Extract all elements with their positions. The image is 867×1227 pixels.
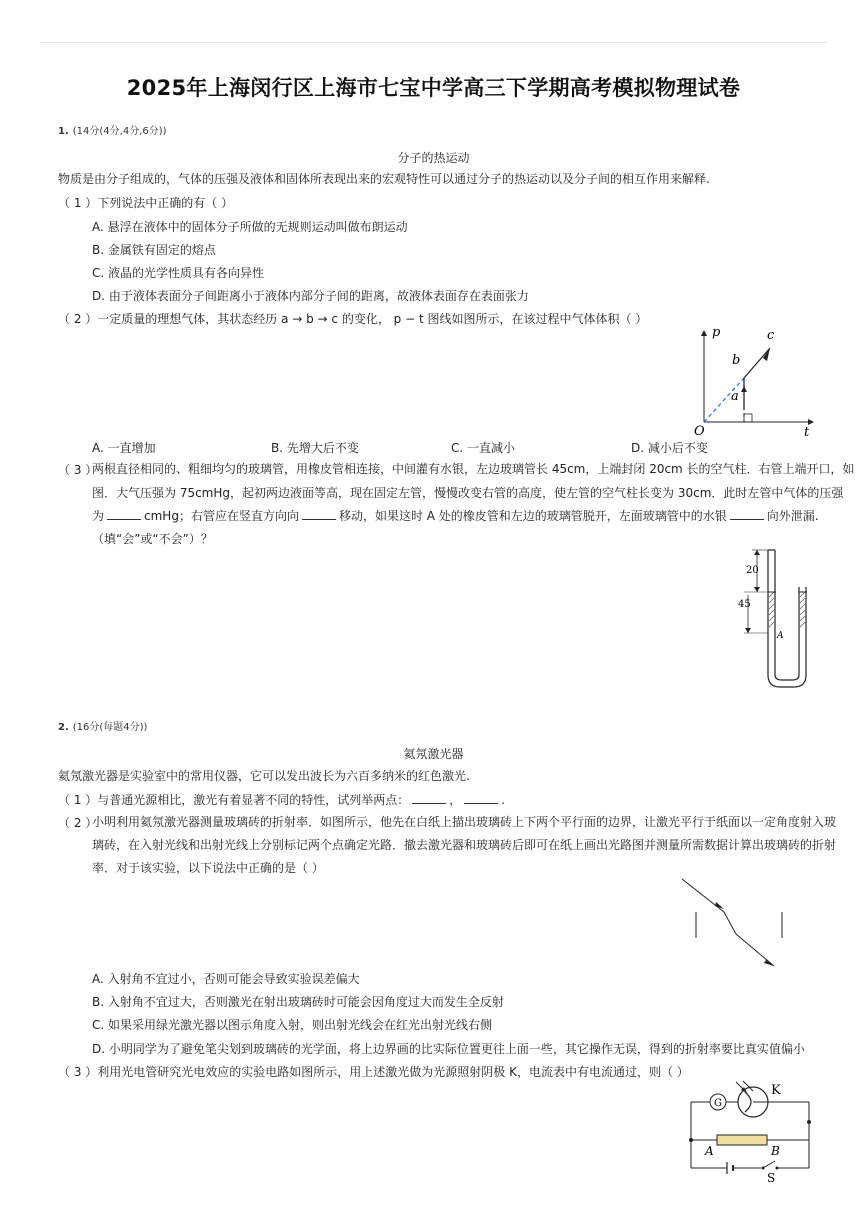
- section-intro: 物质是由分子组成的，气体的压强及液体和固体所表现出来的宏观特性可以通过分子的热运动以及分子间的相互作用来解释.: [58, 172, 710, 186]
- question-number: 1.: [58, 126, 69, 137]
- sub-question-label: （ 3 ）: [58, 1065, 98, 1079]
- answer-blank[interactable]: [730, 509, 764, 520]
- section-intro: 氦氖激光器是实验室中的常用仪器，它可以发出波长为六百多纳米的红色激光.: [58, 769, 470, 783]
- option-d[interactable]: D. 小明同学为了避免笔尖划到玻璃砖的光学面，将上边界画的比实际位置更往上面一些，其它操作无误，得到的折射率要比真实值偏小: [92, 1042, 805, 1056]
- sub-question-label: （ 2 ）: [58, 312, 98, 326]
- option-c[interactable]: C. 液晶的光学性质具有各向异性: [92, 266, 265, 280]
- text-fragment: cmHg；右管应在竖直方向向: [144, 509, 299, 523]
- text-fragment: 向外泄漏.: [766, 509, 819, 523]
- text-fragment: 移动，如果这时 A 处的橡皮管和左边的玻璃管脱开，左面玻璃管中的水银: [338, 509, 727, 523]
- sub-question-1: [58, 194, 233, 211]
- option-b[interactable]: B. 金属铁有固定的熔点: [92, 243, 216, 257]
- sub-question-2: [58, 310, 647, 327]
- point-c-label: c: [767, 328, 775, 343]
- option-d[interactable]: D. 减小后不变: [631, 441, 708, 455]
- sub-question-2-line-1: 小明利用氦氖激光器测量玻璃砖的折射率．如图所示，他先在白纸上描出玻璃砖上下两个平行面的边界，让激光平行于纸面以一定角度射入玻: [92, 815, 837, 829]
- answer-blank[interactable]: [107, 509, 141, 520]
- option-c[interactable]: C. 如果采用绿光激光器以图示角度入射，则出射光线会在红光出射光线右侧: [92, 1018, 493, 1032]
- p-t-graph-figure: [690, 322, 820, 440]
- sub-question-text: 与普通光源相比，激光有着显著不同的特性，试列举两点：: [97, 793, 410, 807]
- sub-question-2-line-3: 率．对于该实验，以下说法中正确的是（ ）: [92, 861, 324, 875]
- question-score: (14分(4分,4分,6分)): [72, 126, 167, 137]
- answer-blank[interactable]: [412, 793, 446, 804]
- sub-question-3-label: （ 3 ）: [58, 463, 98, 477]
- question-2-header: [58, 718, 147, 733]
- question-number: 2.: [58, 722, 69, 733]
- text-fragment: ，: [449, 793, 462, 807]
- sub-question-text: 一定质量的理想气体，其状态经历 a → b → c 的变化， p − t 图线如图所示，在该过程中气体体积（ ）: [97, 312, 648, 326]
- option-c[interactable]: C. 一直减小: [451, 441, 516, 455]
- sub-question-2-label: （ 2 ）: [58, 816, 98, 830]
- question-score: (16分(每题4分)): [72, 722, 148, 733]
- u-tube-figure: [730, 545, 820, 695]
- origin-label: O: [694, 424, 705, 439]
- cathode-k-label: K: [771, 1083, 781, 1098]
- point-b-label: b: [732, 353, 741, 368]
- length-45-label: 45: [738, 599, 751, 610]
- sub-question-3-line-4: （填“会”或“不会”）？: [92, 532, 213, 546]
- sub-question-text: 利用光电管研究光电效应的实验电路如图所示，用上述激光做为光源照射阴极 K，电流表中有电流通过，则（ ）: [97, 1065, 689, 1079]
- sub-question-3-line-3: [92, 508, 819, 524]
- point-a-label: a: [731, 389, 739, 404]
- photoelectric-circuit-figure: [683, 1080, 818, 1184]
- sub-question-3-line-2: 图．大气压强为 75cmHg，起初两边液面等高，现在固定左管，慢慢改变右管的高度，使左管的空气柱长变为 30cm．此时左管中气体的压强: [92, 486, 844, 500]
- switch-s-label: S: [767, 1171, 776, 1184]
- question-1-header: [58, 122, 167, 137]
- sub-question-3-line-1: 两根直径相同的、粗细均匀的玻璃管，用橡皮管相连接，中间灌有水银，左边玻璃管长 45cm，上端封闭 20cm 长的空气柱．右管上端开口，如: [92, 462, 855, 476]
- answer-blank[interactable]: [302, 509, 336, 520]
- top-divider: [40, 42, 827, 43]
- terminal-b-label: B: [771, 1144, 780, 1158]
- section-topic: 氦氖激光器: [403, 747, 464, 761]
- page-title: 2025年上海闵行区上海市七宝中学高三下学期高考模拟物理试卷: [126, 76, 741, 100]
- axis-t-label: t: [804, 425, 810, 440]
- sub-question-text: 下列说法中正确的有（ ）: [97, 196, 234, 210]
- option-d[interactable]: D. 由于液体表面分子间距离小于液体内部分子间的距离，故液体表面存在表面张力: [92, 289, 529, 303]
- terminal-a-label: A: [705, 1144, 714, 1158]
- option-a[interactable]: A. 一直增加: [92, 441, 156, 455]
- sub-question-2-line-2: 璃砖，在入射光线和出射光线上分别标记两个点确定光路．撤去激光器和玻璃砖后即可在纸上画出光路图并测量所需数据计算出玻璃砖的折射: [92, 838, 837, 852]
- option-b[interactable]: B. 入射角不宜过大，否则激光在射出玻璃砖时可能会因角度过大而发生全反射: [92, 995, 504, 1009]
- glass-brick-figure: [676, 876, 796, 971]
- galvanometer-label: G: [714, 1098, 722, 1109]
- point-a-label: A: [777, 631, 784, 641]
- axis-p-label: p: [712, 325, 721, 340]
- answer-blank[interactable]: [464, 793, 498, 804]
- section-topic: 分子的热运动: [397, 151, 470, 165]
- option-a[interactable]: A. 悬浮在液体中的固体分子所做的无规则运动叫做布朗运动: [92, 220, 408, 234]
- length-20-label: 20: [746, 565, 759, 576]
- sub-question-label: （ 1 ）: [58, 196, 98, 210]
- sub-question-3: [58, 1063, 689, 1080]
- text-fragment: 为: [92, 509, 105, 523]
- text-fragment: .: [501, 793, 506, 807]
- option-b[interactable]: B. 先增大后不变: [271, 441, 359, 455]
- option-a[interactable]: A. 入射角不宜过小，否则可能会导致实验误差偏大: [92, 972, 360, 986]
- sub-question-label: （ 1 ）: [58, 793, 98, 807]
- sub-question-1: [58, 791, 505, 808]
